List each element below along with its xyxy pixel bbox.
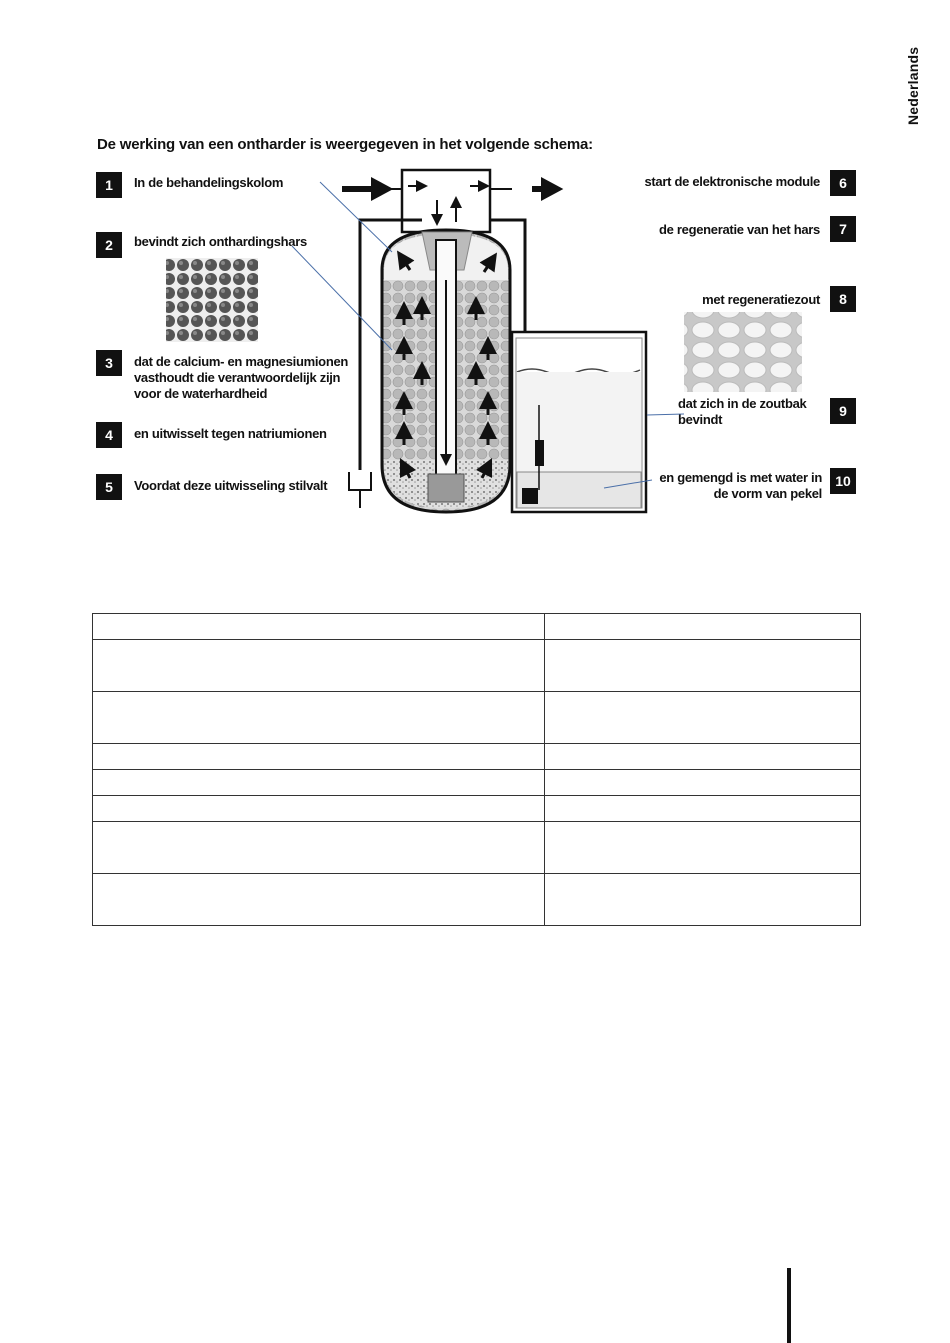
table-cell: [545, 796, 861, 822]
table-row: [93, 822, 861, 874]
step-number-4: 4: [96, 422, 122, 448]
table-row: [93, 640, 861, 692]
salt-tablets-image: [684, 312, 802, 392]
table-row: [93, 796, 861, 822]
table-cell: [93, 614, 545, 640]
step-number-10: 10: [830, 468, 856, 494]
strainer: [428, 474, 464, 502]
step-number-9: 9: [830, 398, 856, 424]
step-label-9: dat zich in de zoutbak bevindt: [678, 396, 807, 427]
table-row: [93, 744, 861, 770]
step-label-6: start de elektronische module: [644, 174, 820, 189]
empty-table: [92, 613, 861, 926]
table-cell: [545, 614, 861, 640]
table-cell: [93, 874, 545, 926]
language-tab: Nederlands: [905, 46, 921, 126]
page-edge-bar: [787, 1268, 791, 1343]
table-row: [93, 692, 861, 744]
step-label-4: en uitwisselt tegen natriumionen: [134, 426, 327, 441]
step-number-2: 2: [96, 232, 122, 258]
step-number-1: 1: [96, 172, 122, 198]
table-cell: [545, 640, 861, 692]
table-cell: [545, 692, 861, 744]
table-row: [93, 770, 861, 796]
table-cell: [93, 744, 545, 770]
resin-beads-image: [166, 258, 258, 342]
table-row: [93, 874, 861, 926]
table-cell: [545, 770, 861, 796]
step-number-8: 8: [830, 286, 856, 312]
step-label-8: met regeneratiezout: [702, 292, 820, 307]
step-number-3: 3: [96, 350, 122, 376]
table-cell: [93, 640, 545, 692]
inlet-arrow: [342, 182, 387, 196]
page-heading: De werking van een ontharder is weergegeven in het volgende schema:: [97, 136, 593, 153]
softener-diagram: [92, 160, 872, 520]
table-cell: [93, 796, 545, 822]
table-cell: [545, 874, 861, 926]
softener-illustration: [92, 160, 872, 520]
step-number-7: 7: [830, 216, 856, 242]
step-label-7: de regeneratie van het hars: [659, 222, 820, 237]
step-label-1: In de behandelingskolom: [134, 175, 284, 190]
table-cell: [93, 822, 545, 874]
table-cell: [545, 822, 861, 874]
table-cell: [545, 744, 861, 770]
step-label-5: Voordat deze uitwisseling stilvalt: [134, 478, 328, 493]
step-number-5: 5: [96, 474, 122, 500]
table-cell: [93, 692, 545, 744]
step-label-10: en gemengd is met water in de vorm van pekel: [659, 470, 822, 501]
table-row: [93, 614, 861, 640]
outlet-arrow: [532, 182, 557, 196]
table-cell: [93, 770, 545, 796]
step-number-6: 6: [830, 170, 856, 196]
control-head: [402, 170, 490, 232]
step-label-3: dat de calcium- en magnesiumionen vasthoudt die verantwoordelijk zijn voor de waterhardheid: [134, 354, 349, 401]
step-label-2: bevindt zich onthardingshars: [134, 234, 307, 249]
